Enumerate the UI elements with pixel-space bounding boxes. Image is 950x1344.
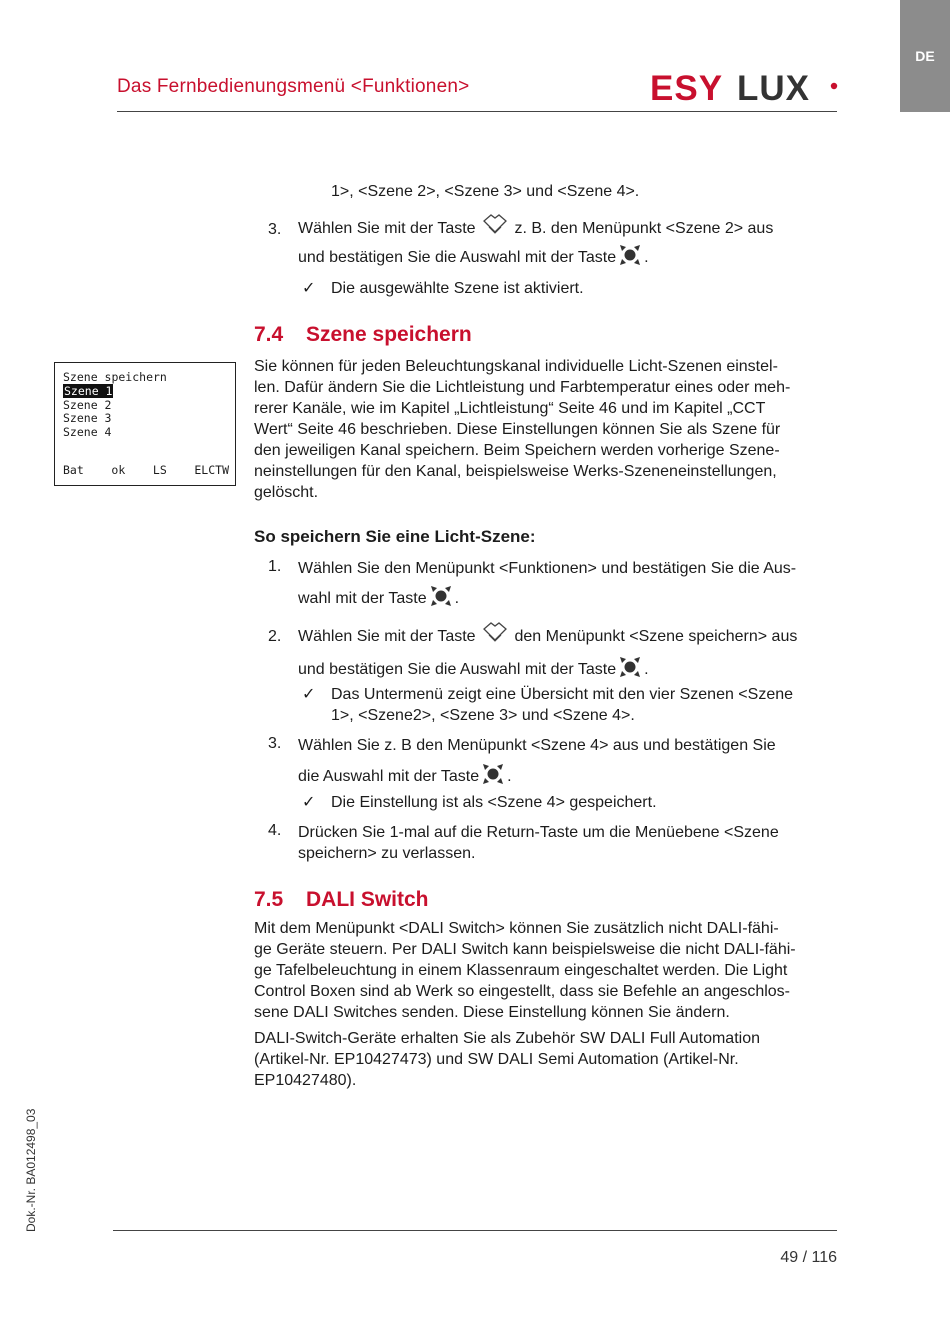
lcd-status-bar	[63, 464, 229, 478]
list-item-step-cont: wahl mit der Taste .	[298, 584, 459, 609]
ok-key-icon	[429, 584, 453, 608]
section-heading: 7.5 DALI Switch	[254, 888, 429, 911]
section-paragraph: Sie können für jeden Beleuchtungskanal individuelle Licht-Szenen einstel- len. Dafür ändern Sie die Lichtleistung und Farbtemperatur eines oder meh- rerer Kanäle, wie im Kapitel „Lichtleistung“ Seite 46 und im Kapitel „CCT Wert“ Seite 46 beschrieben. Diese Einstellungen können Sie als Szene für den jeweiligen Kanal speichern. Beim Speichern werden vorherige Szene- neinstellungen für den Kanal, beispielsweise Werks-Szeneneinstellungen, gelöscht.	[254, 358, 791, 501]
subheading: So speichern Sie eine Licht-Szene:	[254, 527, 536, 546]
svg-text:ESY: ESY	[650, 70, 724, 104]
lcd-display	[54, 362, 236, 486]
check-icon: ✓	[302, 686, 316, 703]
esylux-logo	[650, 70, 840, 104]
lcd-item-selected: Szene 1	[64, 384, 113, 398]
language-tab: DE	[900, 0, 950, 112]
page-header-title: Das Fernbedienungsmenü <Funktionen>	[117, 76, 470, 97]
lcd-item: Szene 3	[63, 411, 112, 425]
lcd-item: Szene 4	[63, 425, 112, 439]
page-number: 49 / 116	[780, 1249, 837, 1266]
nav-down-key-icon	[480, 212, 510, 240]
step-number: 4.	[268, 822, 282, 839]
lcd-status-ok: ok	[111, 463, 126, 477]
document-number: Dok.-Nr. BA012498_03	[24, 1108, 38, 1232]
list-item-step: Wählen Sie mit der Taste z. B. den Menüpunkt <Szene 2> aus und bestätigen Sie die Auswahl mit der Taste .	[298, 212, 838, 272]
ok-key-icon	[618, 655, 642, 679]
list-item-step: Wählen Sie mit der Taste den Menüpunkt <Szene speichern> aus	[298, 620, 838, 648]
lcd-status-elctw: ELCTW	[194, 463, 229, 477]
list-item-step-cont: die Auswahl mit der Taste .	[298, 762, 512, 787]
check-icon: ✓	[302, 794, 316, 811]
step-number: 3.	[268, 221, 282, 238]
list-item-step: Drücken Sie 1-mal auf die Return-Taste um die Menüebene <Szene speichern> zu verlassen.	[298, 824, 779, 862]
list-item-continuation: 1>, <Szene 2>, <Szene 3> und <Szene 4>.	[331, 183, 640, 200]
step-number: 3.	[268, 735, 282, 752]
check-icon: ✓	[302, 280, 316, 297]
lcd-title: Szene speichern	[63, 370, 167, 384]
section-paragraph: Mit dem Menüpunkt <DALI Switch> können Sie zusätzlich nicht DALI-fähi- ge Geräte steuern. Per DALI Switch kann beispielsweise die nicht DALI-fähi- ge Tafelbeleuchtung in einem Klassenraum eingeschaltet werden. Die Light Control Boxen sind ab Werk so eingestellt, dass sie Befehle an angeschlos- sene DALI Switches senden. Diese Einstellung können Sie ändern.	[254, 920, 796, 1021]
svg-text:LUX: LUX	[737, 70, 810, 104]
step-result: Die Einstellung ist als <Szene 4> gespeichert.	[331, 794, 657, 811]
section-paragraph: DALI-Switch-Geräte erhalten Sie als Zubehör SW DALI Full Automation (Artikel-Nr. EP10427473) und SW DALI Semi Automation (Artikel-Nr. EP10427480).	[254, 1030, 760, 1089]
step-result: Die ausgewählte Szene ist aktiviert.	[331, 280, 584, 297]
step-number: 1.	[268, 558, 282, 575]
nav-down-key-icon	[480, 620, 510, 648]
ok-key-icon	[481, 762, 505, 786]
section-heading: 7.4 Szene speichern	[254, 323, 472, 346]
list-item-step: Wählen Sie den Menüpunkt <Funktionen> und bestätigen Sie die Aus-	[298, 560, 797, 577]
list-item-step-cont: und bestätigen Sie die Auswahl mit der Taste .	[298, 655, 649, 680]
step-number: 2.	[268, 628, 282, 645]
lcd-status-bat: Bat	[63, 463, 84, 477]
lcd-status-ls: LS	[152, 463, 167, 477]
footer-divider	[113, 1230, 837, 1231]
header-divider	[117, 111, 837, 112]
lcd-item: Szene 2	[63, 398, 112, 412]
step-result: Das Untermenü zeigt eine Übersicht mit den vier Szenen <Szene 1>, <Szene2>, <Szene 3> und <Szene 4>.	[331, 686, 794, 724]
ok-key-icon	[618, 243, 642, 267]
list-item-step: Wählen Sie z. B den Menüpunkt <Szene 4> aus und bestätigen Sie	[298, 737, 776, 754]
